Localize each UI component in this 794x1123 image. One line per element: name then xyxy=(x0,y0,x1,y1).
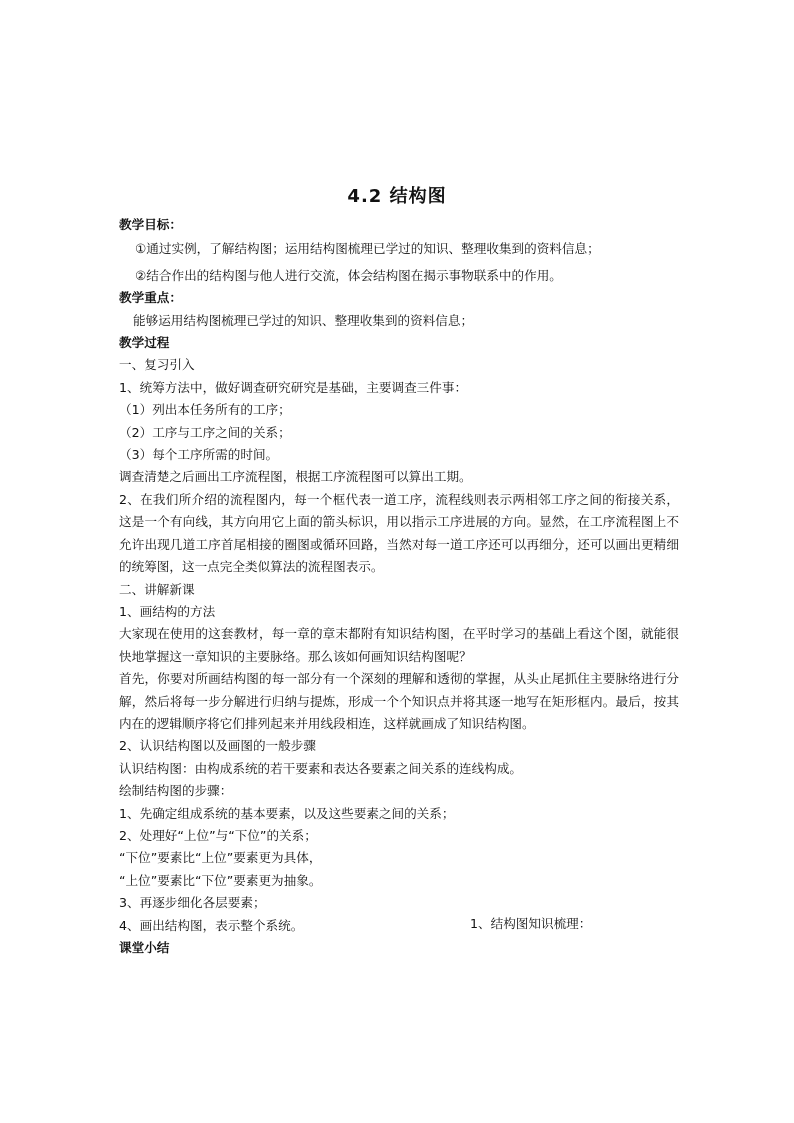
objective-item-1: ①通过实例，了解结构图；运用结构图梳理已学过的知识、整理收集到的资料信息； xyxy=(135,241,600,257)
new-lesson-heading: 二、讲解新课 xyxy=(119,581,195,597)
section-1-paragraph-1: 大家现在使用的这套教材，每一章的章末都附有知识结构图，在平时学习的基础上看这个图，就能很快地掌握这一章知识的主要脉络。那么该如何画知识结构图呢？ xyxy=(119,626,679,664)
step-item-3: “下位”要素比“上位”要素更为具体， xyxy=(119,850,322,866)
review-paragraph-2: 调查清楚之后画出工序流程图，根据工序流程图可以算出工期。 xyxy=(119,469,472,485)
step-item-4: “上位”要素比“下位”要素更为抽象。 xyxy=(119,872,322,888)
page-title: 4.2 结构图 xyxy=(347,186,447,207)
objectives-heading: 教学目标： xyxy=(119,217,182,232)
document-body xyxy=(119,214,679,959)
step-item-1: 1、先确定组成系统的基本要素，以及这些要素之间的关系； xyxy=(119,805,455,821)
review-paragraph-3: 2、在我们所介绍的流程图内，每一个框代表一道工序，流程线则表示两相邻工序之间的衔接关系，这是一个有向线，其方向用它上面的箭头标识，用以指示工序进展的方向。显然，在工序流程图上不允许出现几道工序首尾相接的圈图或循环回路，当然对每一道工序还可以再细分，还可以画出更精细的统筹图，这一点完全类似算法的流程图表示。 xyxy=(119,491,679,575)
summary-heading: 课堂小结 xyxy=(119,940,170,955)
review-list-item-2: （2）工序与工序之间的关系； xyxy=(119,424,291,440)
section-1-paragraph-2: 首先，你要对所画结构图的每一部分有一个深刻的理解和透彻的掌握，从头止尾抓住主要脉络进行分解，然后将每一步分解进行归纳与提炼，形成一个个知识点并将其逐一地写在矩形框内。最后，按其内在的逻辑顺序将它们排列起来并用线段相连，这样就画成了知识结构图。 xyxy=(119,671,679,731)
review-heading: 一、复习引入 xyxy=(119,357,195,373)
section-2-paragraph-1: 认识结构图：由构成系统的若干要素和表达各要素之间关系的连线构成。 xyxy=(119,760,522,776)
key-points-heading: 教学重点： xyxy=(119,290,182,306)
step-item-6: 4、画出结构图，表示整个系统。 xyxy=(119,917,304,933)
step-item-5: 3、再逐步细化各层要素； xyxy=(119,895,266,911)
summary-item-1: 1、结构图知识梳理： xyxy=(470,916,592,931)
section-1-heading: 1、画结构的方法 xyxy=(119,603,216,619)
review-list-item-1: （1）列出本任务所有的工序； xyxy=(119,402,291,418)
key-points-text: 能够运用结构图梳理已学过的知识、整理收集到的资料信息； xyxy=(133,312,474,328)
step-item-2: 2、处理好“上位”与“下位”的关系； xyxy=(119,827,317,843)
review-paragraph-1: 1、统筹方法中，做好调查研究研究是基础，主要调查三件事： xyxy=(119,379,468,395)
section-2-paragraph-2: 绘制结构图的步骤： xyxy=(119,783,233,799)
review-list-item-3: （3）每个工序所需的时间。 xyxy=(119,447,279,463)
section-2-heading: 2、认识结构图以及画图的一般步骤 xyxy=(119,738,316,754)
process-heading: 教学过程 xyxy=(119,335,170,351)
objective-item-2: ②结合作出的结构图与他人进行交流，体会结构图在揭示事物联系中的作用。 xyxy=(135,267,562,283)
